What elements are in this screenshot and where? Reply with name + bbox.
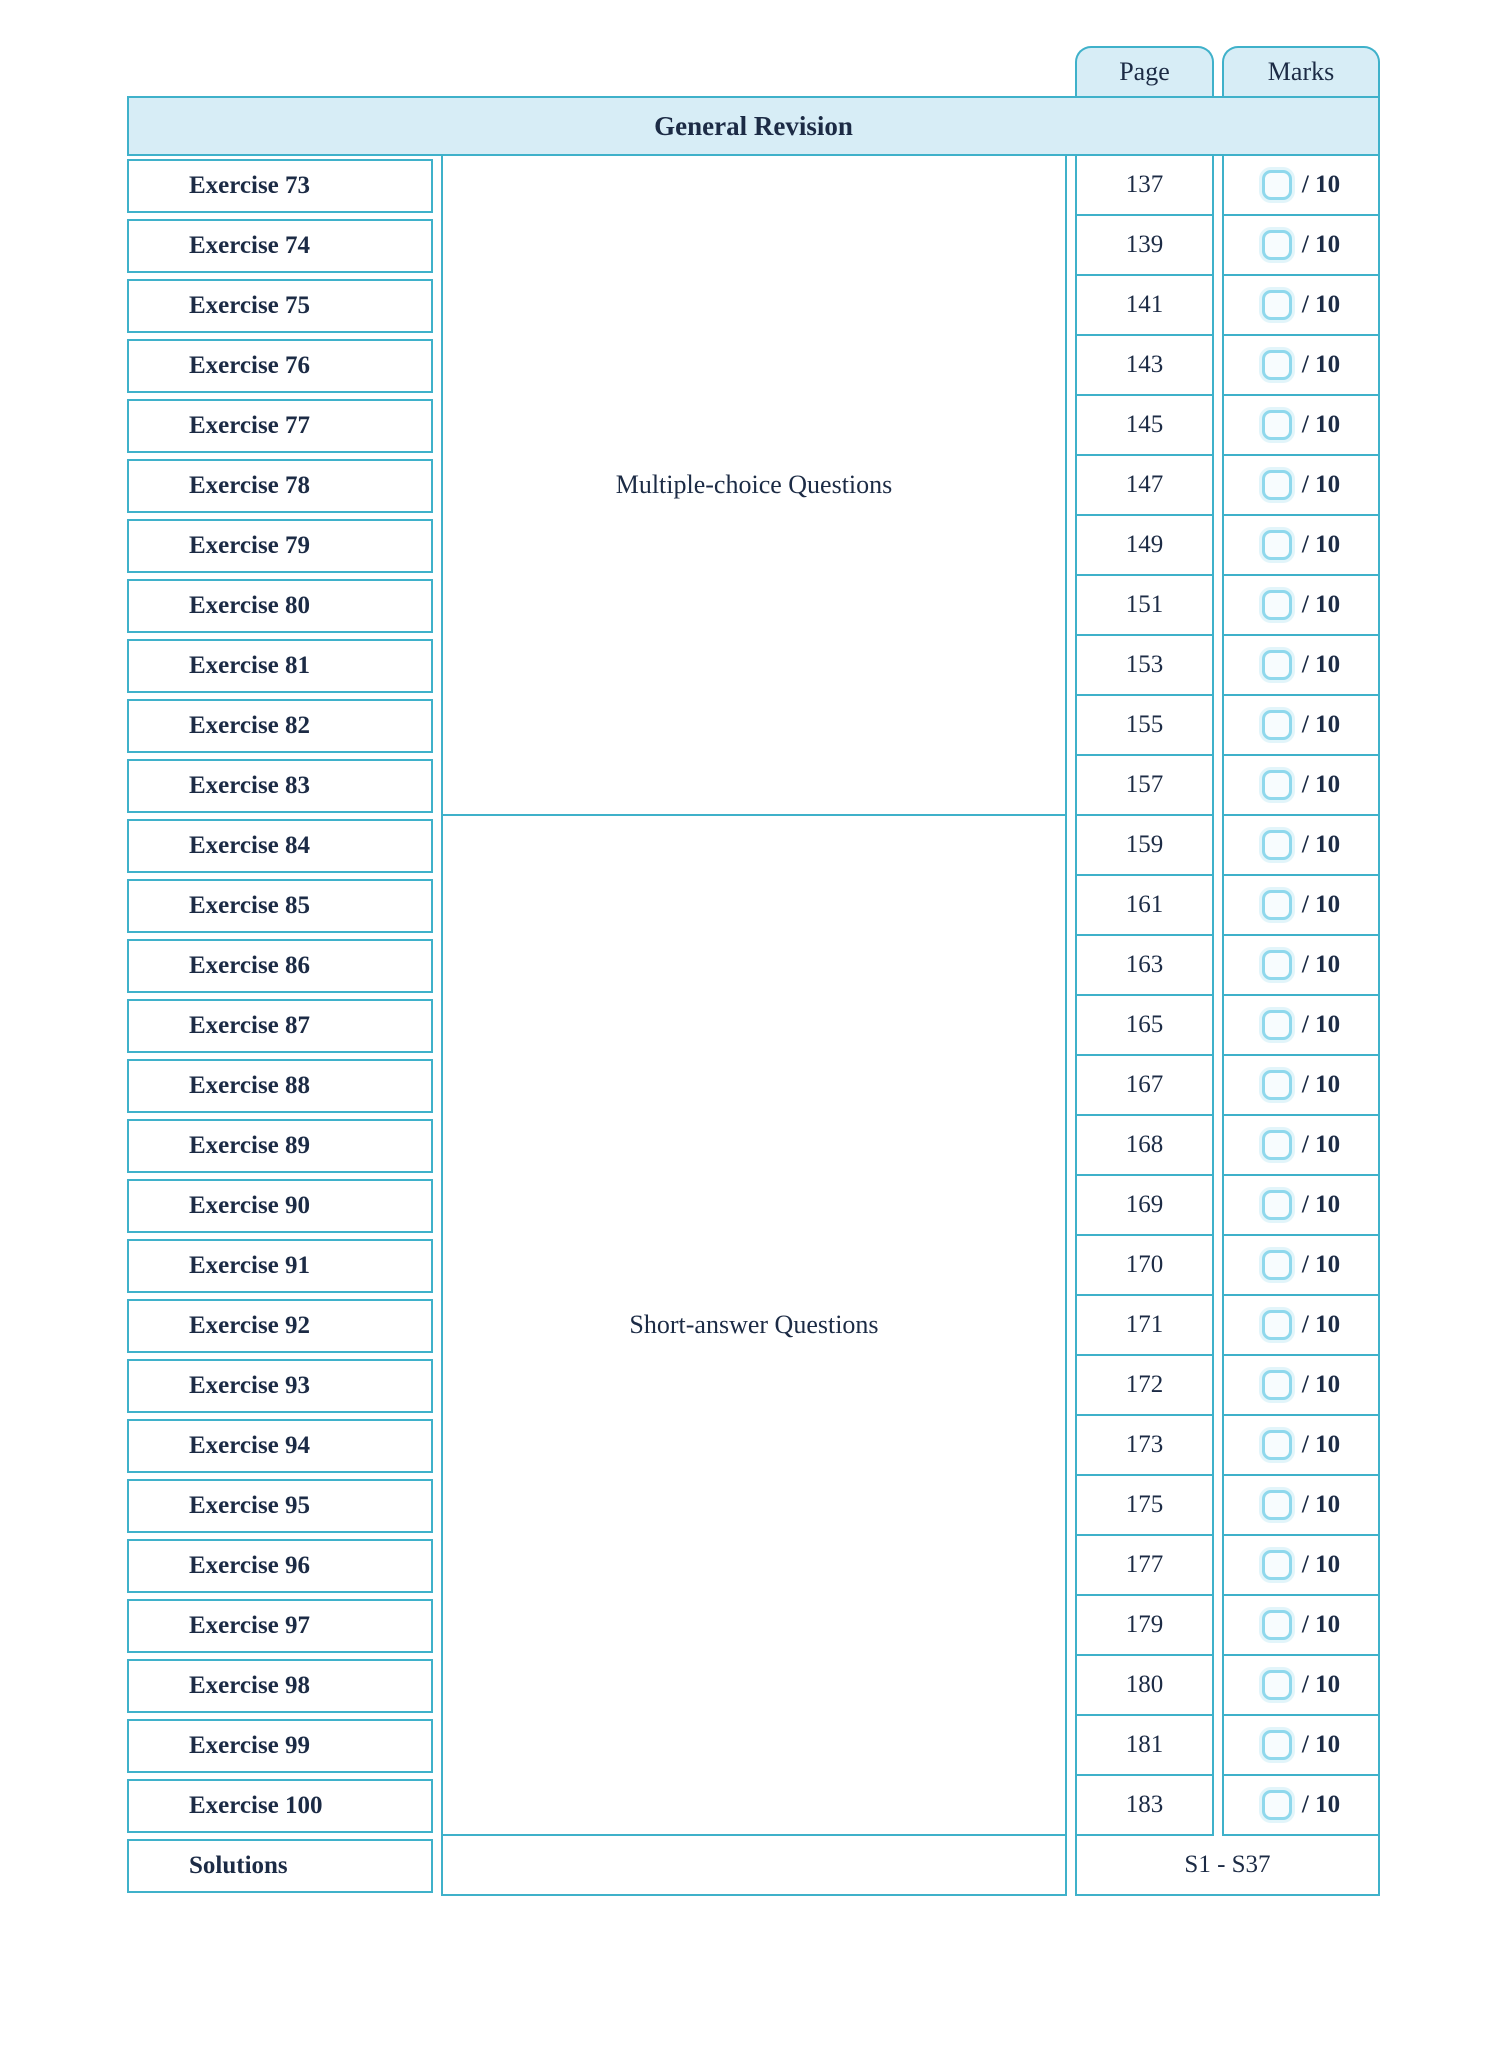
marks-cell (1222, 1296, 1380, 1356)
exercise-label: Exercise 99 (127, 1719, 433, 1773)
marks-denominator: / 10 (1301, 1731, 1341, 1758)
page-number: 175 (1075, 1476, 1214, 1536)
marks-denominator: / 10 (1301, 351, 1341, 378)
marks-denominator: / 10 (1301, 651, 1341, 678)
score-box-icon (1262, 470, 1292, 500)
marks-denominator: / 10 (1301, 231, 1341, 258)
page-number: 141 (1075, 276, 1214, 336)
page-number: 157 (1075, 756, 1214, 816)
score-box-icon (1262, 890, 1292, 920)
page-number: 173 (1075, 1416, 1214, 1476)
marks-denominator: / 10 (1301, 1191, 1341, 1218)
score-box-icon (1262, 950, 1292, 980)
marks-denominator: / 10 (1301, 1371, 1341, 1398)
page-number: 171 (1075, 1296, 1214, 1356)
exercise-label: Exercise 85 (127, 879, 433, 933)
contents-table (127, 46, 1380, 1896)
score-box-icon (1262, 170, 1292, 200)
page-number: 180 (1075, 1656, 1214, 1716)
marks-column-header (1222, 46, 1380, 96)
page-number: 169 (1075, 1176, 1214, 1236)
page-number: 168 (1075, 1116, 1214, 1176)
score-box-icon (1262, 1610, 1292, 1640)
exercise-label: Exercise 95 (127, 1479, 433, 1533)
marks-cell (1222, 1416, 1380, 1476)
marks-denominator: / 10 (1301, 471, 1341, 498)
marks-denominator: / 10 (1301, 831, 1341, 858)
exercise-label: Exercise 81 (127, 639, 433, 693)
exercise-label: Exercise 98 (127, 1659, 433, 1713)
score-box-icon (1262, 290, 1292, 320)
marks-denominator: / 10 (1301, 1491, 1341, 1518)
score-box-icon (1262, 1730, 1292, 1760)
marks-denominator: / 10 (1301, 1071, 1341, 1098)
marks-cell (1222, 1716, 1380, 1776)
marks-cell (1222, 276, 1380, 336)
score-box-icon (1262, 830, 1292, 860)
marks-denominator: / 10 (1301, 711, 1341, 738)
score-box-icon (1262, 650, 1292, 680)
marks-cell (1222, 1176, 1380, 1236)
marks-cell (1222, 696, 1380, 756)
exercise-label: Exercise 100 (127, 1779, 433, 1833)
marks-denominator: / 10 (1301, 1011, 1341, 1038)
page-number: 177 (1075, 1536, 1214, 1596)
page-number: 181 (1075, 1716, 1214, 1776)
marks-cell (1222, 216, 1380, 276)
score-box-icon (1262, 1430, 1292, 1460)
exercise-label: Exercise 90 (127, 1179, 433, 1233)
score-box-icon (1262, 1190, 1292, 1220)
exercise-label: Exercise 76 (127, 339, 433, 393)
marks-cell (1222, 1356, 1380, 1416)
marks-cell (1222, 396, 1380, 456)
marks-cell (1222, 1056, 1380, 1116)
exercise-label: Exercise 93 (127, 1359, 433, 1413)
score-box-icon (1262, 1550, 1292, 1580)
marks-denominator: / 10 (1301, 171, 1341, 198)
marks-cell (1222, 1476, 1380, 1536)
marks-cell (1222, 1776, 1380, 1836)
score-box-icon (1262, 590, 1292, 620)
page-number: 153 (1075, 636, 1214, 696)
marks-cell (1222, 996, 1380, 1056)
exercise-label: Exercise 97 (127, 1599, 433, 1653)
marks-cell (1222, 1236, 1380, 1296)
score-box-icon (1262, 1670, 1292, 1700)
page-number: 183 (1075, 1776, 1214, 1836)
page-number: 143 (1075, 336, 1214, 396)
page-number: 151 (1075, 576, 1214, 636)
exercise-label: Exercise 88 (127, 1059, 433, 1113)
exercise-label: Exercise 84 (127, 819, 433, 873)
page-number: 179 (1075, 1596, 1214, 1656)
page-number: 165 (1075, 996, 1214, 1056)
section-title (127, 96, 1380, 156)
score-box-icon (1262, 710, 1292, 740)
page-number: 170 (1075, 1236, 1214, 1296)
section-title-label: General Revision (654, 110, 853, 141)
marks-cell (1222, 1596, 1380, 1656)
score-box-icon (1262, 1310, 1292, 1340)
marks-cell (1222, 156, 1380, 216)
page-number: 155 (1075, 696, 1214, 756)
score-box-icon (1262, 1490, 1292, 1520)
solutions-pages: S1 - S37 (1075, 1836, 1380, 1896)
exercise-label: Exercise 94 (127, 1419, 433, 1473)
score-box-icon (1262, 1250, 1292, 1280)
exercise-label: Exercise 75 (127, 279, 433, 333)
marks-denominator: / 10 (1301, 951, 1341, 978)
marks-cell (1222, 1656, 1380, 1716)
marks-denominator: / 10 (1301, 891, 1341, 918)
marks-denominator: / 10 (1301, 1131, 1341, 1158)
group-description: Multiple-choice Questions (441, 156, 1067, 816)
marks-denominator: / 10 (1301, 531, 1341, 558)
page-column-label: Page (1119, 57, 1170, 86)
page-number: 139 (1075, 216, 1214, 276)
column-headers (1075, 46, 1380, 96)
marks-denominator: / 10 (1301, 1791, 1341, 1818)
exercise-label: Exercise 79 (127, 519, 433, 573)
page-number: 167 (1075, 1056, 1214, 1116)
marks-column-label: Marks (1267, 57, 1335, 86)
marks-denominator: / 10 (1301, 771, 1341, 798)
marks-cell (1222, 816, 1380, 876)
marks-cell (1222, 1116, 1380, 1176)
score-box-icon (1262, 230, 1292, 260)
score-box-icon (1262, 1370, 1292, 1400)
score-box-icon (1262, 530, 1292, 560)
empty-cell (441, 1836, 1067, 1896)
marks-denominator: / 10 (1301, 591, 1341, 618)
exercise-label: Exercise 74 (127, 219, 433, 273)
marks-cell (1222, 936, 1380, 996)
marks-cell (1222, 456, 1380, 516)
score-box-icon (1262, 350, 1292, 380)
exercise-label: Exercise 78 (127, 459, 433, 513)
exercise-label: Exercise 86 (127, 939, 433, 993)
exercise-table (127, 96, 1380, 1896)
marks-cell (1222, 876, 1380, 936)
score-box-icon (1262, 1130, 1292, 1160)
group-description: Short-answer Questions (441, 816, 1067, 1836)
score-box-icon (1262, 770, 1292, 800)
exercise-label: Exercise 77 (127, 399, 433, 453)
exercise-label: Exercise 87 (127, 999, 433, 1053)
marks-cell (1222, 576, 1380, 636)
page-number: 172 (1075, 1356, 1214, 1416)
marks-cell (1222, 516, 1380, 576)
marks-denominator: / 10 (1301, 291, 1341, 318)
marks-cell (1222, 756, 1380, 816)
exercise-label: Exercise 80 (127, 579, 433, 633)
page-number: 137 (1075, 156, 1214, 216)
page-number: 159 (1075, 816, 1214, 876)
marks-denominator: / 10 (1301, 1611, 1341, 1638)
marks-denominator: / 10 (1301, 1551, 1341, 1578)
exercise-label: Exercise 82 (127, 699, 433, 753)
exercise-label: Exercise 83 (127, 759, 433, 813)
marks-denominator: / 10 (1301, 1251, 1341, 1278)
marks-denominator: / 10 (1301, 1311, 1341, 1338)
exercise-label: Exercise 91 (127, 1239, 433, 1293)
page-number: 145 (1075, 396, 1214, 456)
page-number: 161 (1075, 876, 1214, 936)
page-number: 147 (1075, 456, 1214, 516)
exercise-label: Exercise 73 (127, 159, 433, 213)
marks-denominator: / 10 (1301, 411, 1341, 438)
exercise-label: Exercise 89 (127, 1119, 433, 1173)
score-box-icon (1262, 1070, 1292, 1100)
page-column-header (1075, 46, 1214, 96)
solutions-label: Solutions (127, 1839, 433, 1893)
marks-cell (1222, 1536, 1380, 1596)
score-box-icon (1262, 1790, 1292, 1820)
exercise-label: Exercise 92 (127, 1299, 433, 1353)
score-box-icon (1262, 410, 1292, 440)
marks-denominator: / 10 (1301, 1671, 1341, 1698)
score-box-icon (1262, 1010, 1292, 1040)
page-number: 149 (1075, 516, 1214, 576)
marks-denominator: / 10 (1301, 1431, 1341, 1458)
marks-cell (1222, 636, 1380, 696)
marks-cell (1222, 336, 1380, 396)
page-number: 163 (1075, 936, 1214, 996)
exercise-label: Exercise 96 (127, 1539, 433, 1593)
